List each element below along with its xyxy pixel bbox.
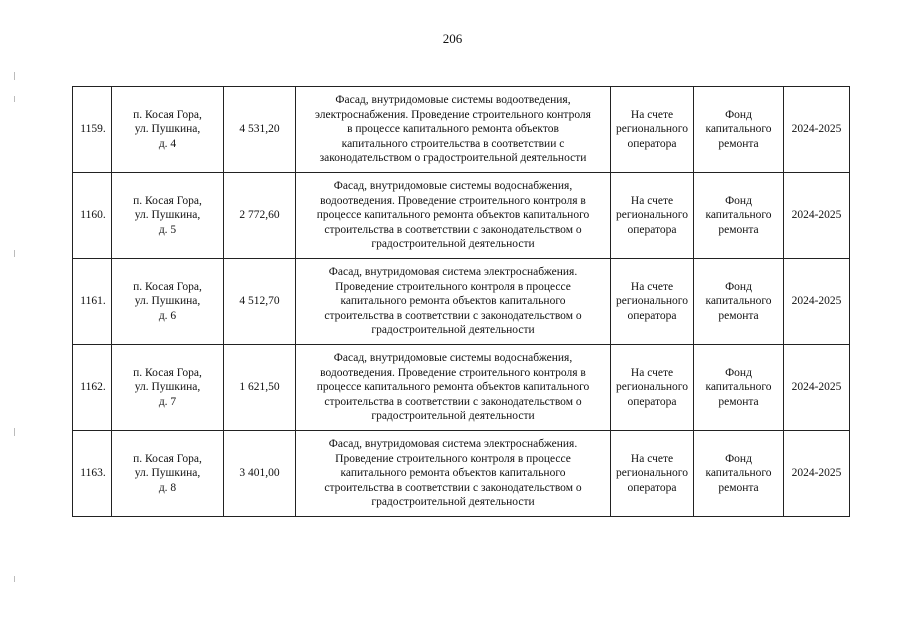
cell-line: регионального (616, 209, 688, 222)
cell-line: На счете (630, 366, 674, 379)
cell-period: 2024-2025 (784, 345, 850, 431)
cell-line: капитального строительства в соответствии с (341, 137, 565, 150)
cell-source (694, 345, 784, 431)
cell-source (694, 173, 784, 259)
cell-line: п. Косая Гора, (133, 452, 202, 465)
cell-line: д. 5 (158, 223, 177, 236)
cell-line: строительства в соответствии с законодательством о (324, 309, 582, 322)
cell-line: ул. Пушкина, (134, 209, 201, 222)
cell-line: Фонд (725, 280, 752, 293)
cell-line: На счете (630, 280, 674, 293)
cell-line: ремонта (718, 481, 759, 494)
cell-address (112, 87, 224, 173)
cell-account (611, 345, 694, 431)
cell-line: электроснабжения. Проведение строительного контроля (315, 108, 591, 121)
cell-address (112, 173, 224, 259)
cell-works (296, 259, 611, 345)
cell-line: капитального (705, 123, 772, 136)
cell-line: п. Косая Гора, (133, 108, 202, 121)
cell-line: градостроительной деятельности (371, 410, 535, 423)
cell-line: оператора (627, 481, 677, 494)
cell-line: На счете (630, 452, 674, 465)
cell-line: регионального (616, 467, 688, 480)
cell-line: Фонд (725, 366, 752, 379)
cell-source (694, 259, 784, 345)
capital-repair-table (72, 86, 850, 517)
cell-line: строительства в соответствии с законодательством о (324, 481, 582, 494)
cell-period: 2024-2025 (784, 431, 850, 517)
cell-area: 4 531,20 (224, 87, 296, 173)
cell-line: процессе капитального ремонта объектов капитального (316, 209, 590, 222)
cell-area: 4 512,70 (224, 259, 296, 345)
cell-source (694, 431, 784, 517)
cell-line: регионального (616, 381, 688, 394)
cell-line: Фасад, внутридомовая система электроснабжения. (328, 266, 578, 279)
cell-line: ремонта (718, 395, 759, 408)
cell-line: Фасад, внутридомовые системы водоснабжения, (333, 352, 573, 365)
table-row (73, 345, 850, 431)
scan-mark (14, 72, 15, 80)
cell-line: капитального (705, 381, 772, 394)
cell-num: 1162. (73, 345, 112, 431)
cell-line: оператора (627, 309, 677, 322)
scan-mark (14, 250, 15, 257)
scan-mark (14, 428, 15, 436)
cell-num: 1159. (73, 87, 112, 173)
cell-line: ул. Пушкина, (134, 295, 201, 308)
cell-works (296, 431, 611, 517)
cell-line: градостроительной деятельности (371, 324, 535, 337)
cell-area: 1 621,50 (224, 345, 296, 431)
cell-line: в процессе капитального ремонта объектов (347, 123, 559, 136)
cell-area: 3 401,00 (224, 431, 296, 517)
cell-line: Проведение строительного контроля в процессе (335, 452, 571, 465)
cell-account (611, 431, 694, 517)
cell-line: капитального (705, 467, 772, 480)
cell-line: п. Косая Гора, (133, 366, 202, 379)
table-row (73, 259, 850, 345)
cell-line: оператора (627, 395, 677, 408)
cell-line: ремонта (718, 137, 759, 150)
scan-mark (14, 576, 15, 582)
cell-period: 2024-2025 (784, 87, 850, 173)
cell-line: капитального ремонта объектов капитального (340, 295, 566, 308)
cell-line: Фонд (725, 108, 752, 121)
cell-line: п. Косая Гора, (133, 194, 202, 207)
cell-line: оператора (627, 137, 677, 150)
cell-line: строительства в соответствии с законодательством о (324, 223, 582, 236)
cell-account (611, 173, 694, 259)
cell-address (112, 431, 224, 517)
cell-line: Фасад, внутридомовые системы водоснабжения, (333, 180, 573, 193)
cell-line: Фонд (725, 452, 752, 465)
cell-line: д. 6 (158, 309, 177, 322)
cell-line: оператора (627, 223, 677, 236)
cell-line: капитального ремонта объектов капитального (340, 467, 566, 480)
cell-line: д. 8 (158, 481, 177, 494)
cell-line: На счете (630, 194, 674, 207)
cell-line: Фонд (725, 194, 752, 207)
cell-area: 2 772,60 (224, 173, 296, 259)
cell-address (112, 259, 224, 345)
cell-line: капитального (705, 209, 772, 222)
scan-mark (14, 96, 15, 102)
cell-line: ул. Пушкина, (134, 467, 201, 480)
cell-line: д. 7 (158, 395, 177, 408)
cell-line: ремонта (718, 309, 759, 322)
cell-account (611, 259, 694, 345)
cell-line: На счете (630, 108, 674, 121)
cell-line: ремонта (718, 223, 759, 236)
cell-account (611, 87, 694, 173)
cell-line: ул. Пушкина, (134, 381, 201, 394)
cell-num: 1160. (73, 173, 112, 259)
cell-period: 2024-2025 (784, 173, 850, 259)
cell-line: капитального (705, 295, 772, 308)
cell-line: строительства в соответствии с законодательством о (324, 395, 582, 408)
table-row (73, 173, 850, 259)
cell-line: Проведение строительного контроля в процессе (335, 280, 571, 293)
table-row (73, 431, 850, 517)
table-row (73, 87, 850, 173)
cell-line: водоотведения. Проведение строительного контроля в (320, 194, 586, 207)
cell-line: регионального (616, 295, 688, 308)
cell-num: 1163. (73, 431, 112, 517)
cell-line: градостроительной деятельности (371, 496, 535, 509)
cell-address (112, 345, 224, 431)
cell-works (296, 345, 611, 431)
cell-works (296, 173, 611, 259)
cell-line: процессе капитального ремонта объектов капитального (316, 381, 590, 394)
cell-line: законодательством о градостроительной деятельности (319, 152, 587, 165)
cell-line: Фасад, внутридомовая система электроснабжения. (328, 438, 578, 451)
cell-line: д. 4 (158, 137, 177, 150)
cell-num: 1161. (73, 259, 112, 345)
cell-line: Фасад, внутридомовые системы водоотведения, (335, 94, 571, 107)
cell-source (694, 87, 784, 173)
page-number: 206 (442, 31, 463, 46)
cell-period: 2024-2025 (784, 259, 850, 345)
cell-line: регионального (616, 123, 688, 136)
cell-works (296, 87, 611, 173)
cell-line: п. Косая Гора, (133, 280, 202, 293)
cell-line: водоотведения. Проведение строительного контроля в (320, 366, 586, 379)
cell-line: ул. Пушкина, (134, 123, 201, 136)
cell-line: градостроительной деятельности (371, 238, 535, 251)
